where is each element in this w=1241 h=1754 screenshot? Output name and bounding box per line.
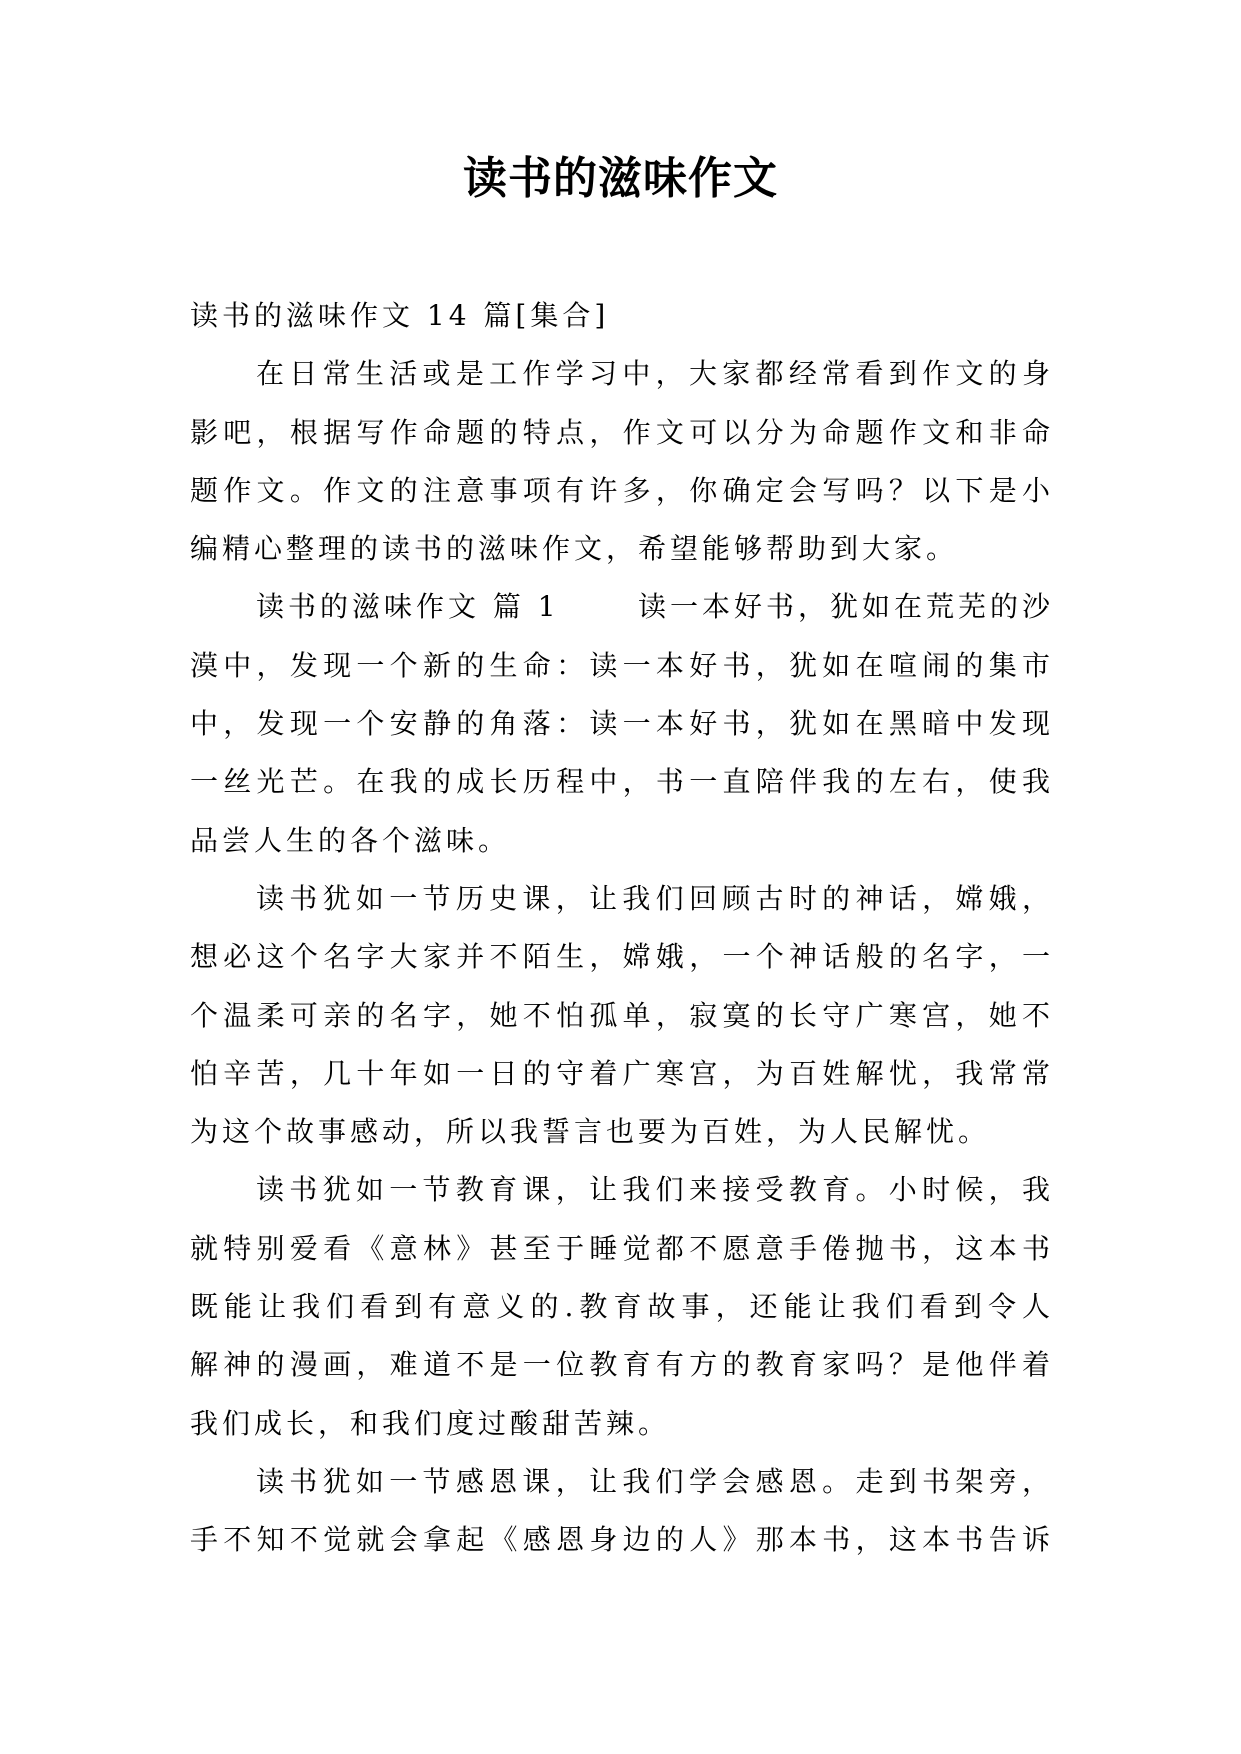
paragraph-line: 就特别爱看《意林》甚至于睡觉都不愿意手倦抛书，这本书 [190,1231,1054,1265]
document-body [190,287,1054,1570]
paragraph-line: 在日常生活或是工作学习中，大家都经常看到作文的身 [256,357,1054,391]
paragraph [190,870,1054,1161]
paragraph-line: 想必这个名字大家并不陌生，嫦娥，一个神话般的名字，一 [190,940,1054,974]
paragraph-line: 怕辛苦，几十年如一日的守着广寒宫，为百姓解忧，我常常 [190,1056,1054,1090]
paragraph-line: 影吧，根据写作命题的特点，作文可以分为命题作文和非命 [190,415,1054,449]
paragraph-line: 为这个故事感动，所以我誓言也要为百姓，为人民解忧。 [190,1115,991,1149]
paragraph-line: 题作文。作文的注意事项有许多，你确定会写吗？以下是小 [190,473,1054,507]
paragraph-line: 品尝人生的各个滋味。 [190,823,511,857]
paragraph-line: 读书犹如一节教育课，让我们来接受教育。小时候，我 [256,1173,1054,1207]
essay-heading: 读书的滋味作文 篇 1 [256,590,560,624]
paragraph [190,1453,1054,1570]
paragraph [190,578,1054,869]
paragraph-line: 读书犹如一节感恩课，让我们学会感恩。走到书架旁， [256,1464,1054,1498]
paragraph-line: 一丝光芒。在我的成长历程中，书一直陪伴我的左右，使我 [190,765,1054,799]
paragraph-line: 中，发现一个安静的角落：读一本好书，犹如在黑暗中发现 [190,707,1054,741]
paragraph [190,345,1054,578]
paragraph-line: 读一本好书，犹如在荒芜的沙 [637,590,1054,624]
paragraph-line: 手不知不觉就会拿起《感恩身边的人》那本书，这本书告诉 [190,1523,1054,1557]
paragraph-line: 我们成长，和我们度过酸甜苦辣。 [190,1406,671,1440]
essay-heading-line [190,578,1054,636]
paragraph-line: 个温柔可亲的名字，她不怕孤单，寂寞的长守广寒宫，她不 [190,998,1054,1032]
document-subtitle: 读书的滋味作文 14 篇[集合] [190,299,610,332]
paragraph [190,1161,1054,1452]
paragraph-line: 读书犹如一节历史课，让我们回顾古时的神话，嫦娥， [256,881,1054,915]
paragraph-line: 解神的漫画，难道不是一位教育有方的教育家吗？是他伴着 [190,1348,1054,1382]
paragraph-line: 编精心整理的读书的滋味作文，希望能够帮助到大家。 [190,532,959,566]
page-title: 读书的滋味作文 [463,153,778,204]
paragraph-line: 漠中，发现一个新的生命：读一本好书，犹如在喧闹的集市 [190,648,1054,682]
paragraph-line: 既能让我们看到有意义的.教育故事，还能让我们看到令人 [190,1290,1054,1324]
